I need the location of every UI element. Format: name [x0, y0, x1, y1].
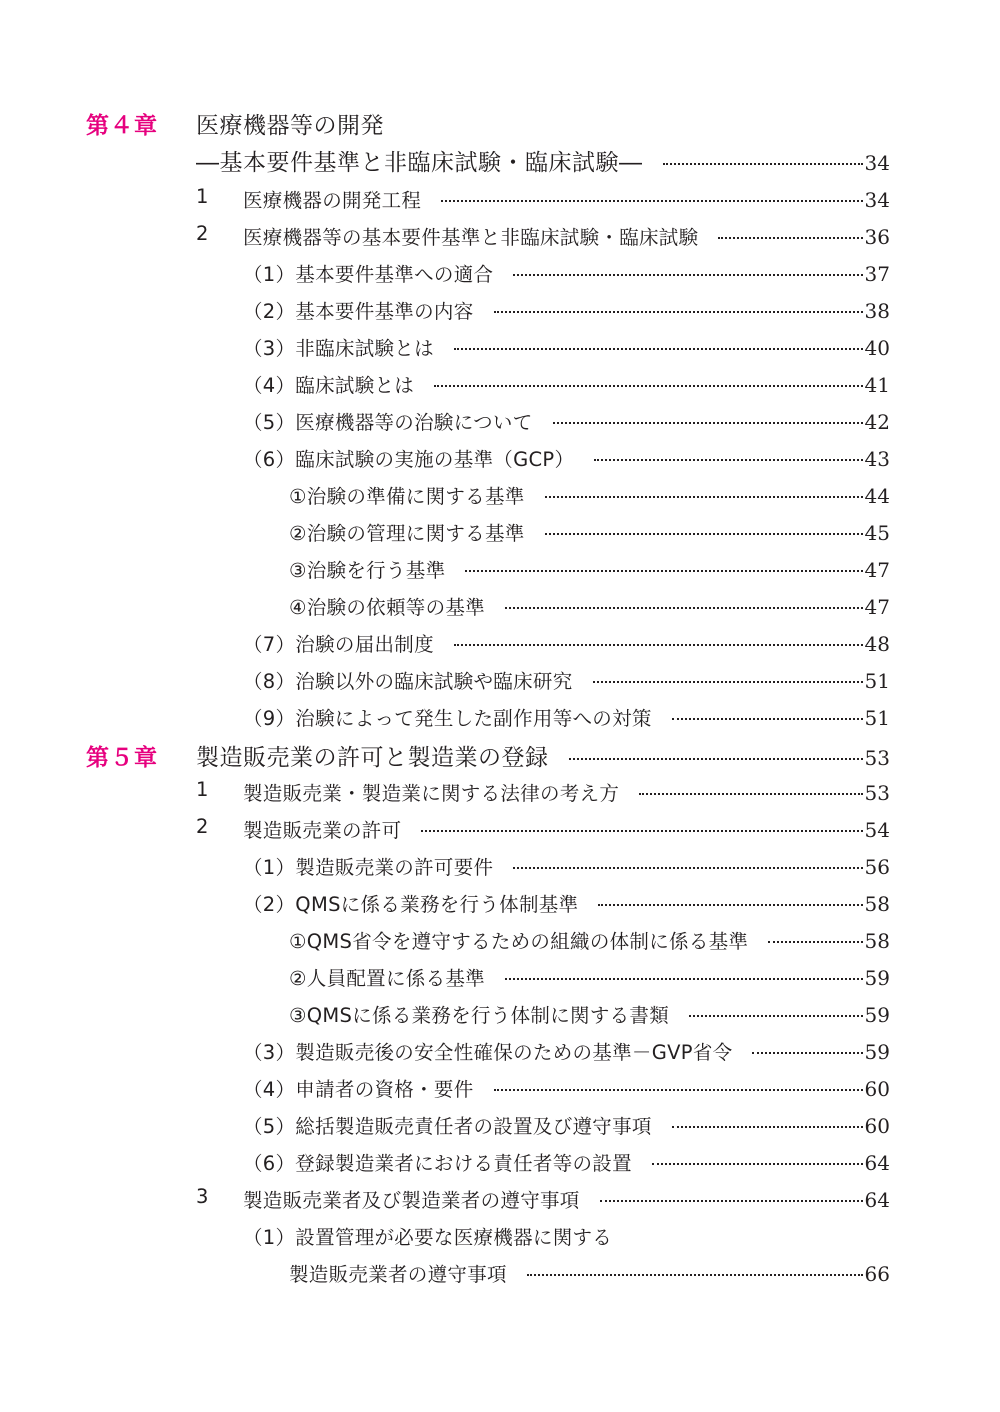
page-number: 59 [864, 966, 890, 990]
toc-entry[interactable] [243, 407, 890, 435]
toc-title: （4）臨床試験とは [243, 374, 415, 397]
section-number: 1 [196, 778, 209, 801]
toc-entry[interactable] [243, 370, 890, 398]
toc-title: （6）臨床試験の実施の基準（GCP） [243, 448, 575, 471]
chapter-5-label: 第５章 [86, 745, 158, 771]
toc-title: 製造販売業者の遵守事項 [289, 1263, 507, 1286]
page-number: 42 [864, 410, 890, 434]
toc-entry[interactable] [289, 592, 890, 620]
dot-leader [494, 311, 863, 313]
dot-leader [663, 163, 863, 165]
page-number: 59 [864, 1040, 890, 1064]
page-number: 53 [864, 781, 890, 805]
page-number: 54 [864, 818, 890, 842]
page-number: 44 [864, 484, 890, 508]
section-number: 2 [196, 815, 209, 838]
page-number: 38 [864, 299, 890, 323]
toc-title: （5）医療機器等の治験について [243, 411, 533, 434]
section-number: 3 [196, 1185, 209, 1208]
toc-title: ③治験を行う基準 [289, 559, 446, 582]
toc-title: ④治験の依頼等の基準 [289, 596, 485, 619]
toc-title: （3）非臨床試験とは [243, 337, 434, 360]
toc-entry[interactable] [289, 963, 890, 991]
dot-leader [465, 570, 862, 572]
toc-title: （3）製造販売後の安全性確保のための基準－GVP省令 [243, 1041, 733, 1064]
toc-entry[interactable] [289, 518, 890, 546]
toc-title: （5）総括製造販売責任者の設置及び遵守事項 [243, 1115, 652, 1138]
toc-entry[interactable] [243, 259, 890, 287]
page-number: 37 [864, 262, 890, 286]
page-number: 47 [864, 595, 890, 619]
toc-entry[interactable] [243, 333, 890, 361]
toc-entry[interactable] [243, 1222, 890, 1250]
page-number: 58 [864, 892, 890, 916]
dot-leader [672, 1126, 863, 1128]
dot-leader [639, 793, 862, 795]
page-number: 53 [864, 746, 890, 770]
dot-leader [527, 1274, 863, 1276]
page-number: 43 [864, 447, 890, 471]
toc-title: ①QMS省令を遵守するための組織の体制に係る基準 [289, 930, 749, 953]
dot-leader [718, 237, 862, 239]
dot-leader [434, 385, 862, 387]
dot-leader [441, 200, 862, 202]
page-number: 56 [864, 855, 890, 879]
dot-leader [598, 904, 862, 906]
toc-entry[interactable] [243, 1185, 890, 1213]
toc-title: ―基本要件基準と非臨床試験・臨床試験― [196, 150, 643, 176]
toc-entry[interactable] [243, 666, 890, 694]
dot-leader [513, 274, 862, 276]
chapter-5-title[interactable] [196, 739, 890, 772]
toc-entry[interactable] [289, 555, 890, 583]
page-number: 60 [864, 1077, 890, 1101]
dot-leader [553, 422, 863, 424]
toc-entry[interactable] [243, 889, 890, 917]
toc-title: ①治験の準備に関する基準 [289, 485, 525, 508]
chapter-4-title[interactable] [196, 107, 890, 140]
page-number: 64 [864, 1151, 890, 1175]
dot-leader [513, 867, 862, 869]
toc-entry[interactable] [289, 481, 890, 509]
toc-entry[interactable] [243, 703, 890, 731]
toc-title: 医療機器等の開発 [196, 113, 384, 139]
page-number: 48 [864, 632, 890, 656]
page-number: 64 [864, 1188, 890, 1212]
toc-entry[interactable] [243, 1074, 890, 1102]
dot-leader [652, 1163, 863, 1165]
toc-title: ②人員配置に係る基準 [289, 967, 485, 990]
page-number: 47 [864, 558, 890, 582]
toc-entry[interactable] [243, 1037, 890, 1065]
dot-leader [421, 830, 862, 832]
page-number: 59 [864, 1003, 890, 1027]
toc-title: 医療機器等の基本要件基準と非臨床試験・臨床試験 [243, 226, 699, 249]
toc-entry[interactable] [243, 1148, 890, 1176]
toc-entry[interactable] [243, 444, 890, 472]
toc-title: （2）QMSに係る業務を行う体制基準 [243, 893, 579, 916]
page-number: 34 [864, 151, 890, 175]
page-number: 66 [864, 1262, 890, 1286]
dot-leader [600, 1200, 863, 1202]
toc-title: （8）治験以外の臨床試験や臨床研究 [243, 670, 573, 693]
toc-title: （7）治験の届出制度 [243, 633, 434, 656]
toc-entry[interactable] [243, 778, 890, 806]
page-number: 51 [864, 669, 890, 693]
toc-title: （9）治験によって発生した副作用等への対策 [243, 707, 652, 730]
dot-leader [505, 978, 863, 980]
toc-entry[interactable] [289, 926, 890, 954]
dot-leader [752, 1052, 862, 1054]
toc-title: （4）申請者の資格・要件 [243, 1078, 474, 1101]
toc-entry[interactable] [243, 1111, 890, 1139]
dot-leader [689, 1015, 863, 1017]
chapter-4-label: 第４章 [86, 113, 158, 139]
toc-title: 製造販売業の許可と製造業の登録 [196, 745, 549, 771]
dot-leader [454, 644, 863, 646]
toc-entry[interactable] [289, 1000, 890, 1028]
page-number: 40 [864, 336, 890, 360]
toc-entry[interactable] [243, 185, 890, 213]
dot-leader [593, 681, 863, 683]
dot-leader [505, 607, 863, 609]
section-number: 1 [196, 185, 209, 208]
dot-leader [545, 496, 863, 498]
dot-leader [569, 758, 863, 760]
dot-leader [672, 718, 863, 720]
dot-leader [545, 533, 863, 535]
toc-entry[interactable] [243, 852, 890, 880]
toc-entry[interactable] [289, 1259, 890, 1287]
toc-title: （1）設置管理が必要な医療機器に関する [243, 1226, 613, 1249]
toc-title: （1）製造販売業の許可要件 [243, 856, 494, 879]
page-number: 58 [864, 929, 890, 953]
page-number: 51 [864, 706, 890, 730]
toc-entry[interactable] [243, 296, 890, 324]
page-number: 41 [864, 373, 890, 397]
toc-title: （6）登録製造業者における責任者等の設置 [243, 1152, 632, 1175]
page-number: 34 [864, 188, 890, 212]
toc-title: 製造販売業の許可 [243, 819, 402, 842]
toc-entry[interactable] [243, 222, 890, 250]
dot-leader [594, 459, 862, 461]
toc-title: ②治験の管理に関する基準 [289, 522, 525, 545]
chapter-4-subtitle-line[interactable] [196, 144, 890, 177]
section-number: 2 [196, 222, 209, 245]
toc-title: 医療機器の開発工程 [243, 189, 422, 212]
page-number: 60 [864, 1114, 890, 1138]
toc-entry[interactable] [243, 815, 890, 843]
toc-title: （1）基本要件基準への適合 [243, 263, 494, 286]
toc-title: （2）基本要件基準の内容 [243, 300, 474, 323]
dot-leader [454, 348, 863, 350]
toc-entry[interactable] [243, 629, 890, 657]
toc-title: ③QMSに係る業務を行う体制に関する書類 [289, 1004, 670, 1027]
toc-title: 製造販売業者及び製造業者の遵守事項 [243, 1189, 580, 1212]
dot-leader [768, 941, 862, 943]
page-number: 45 [864, 521, 890, 545]
dot-leader [494, 1089, 863, 1091]
toc-title: 製造販売業・製造業に関する法律の考え方 [243, 782, 620, 805]
page-number: 36 [864, 225, 890, 249]
